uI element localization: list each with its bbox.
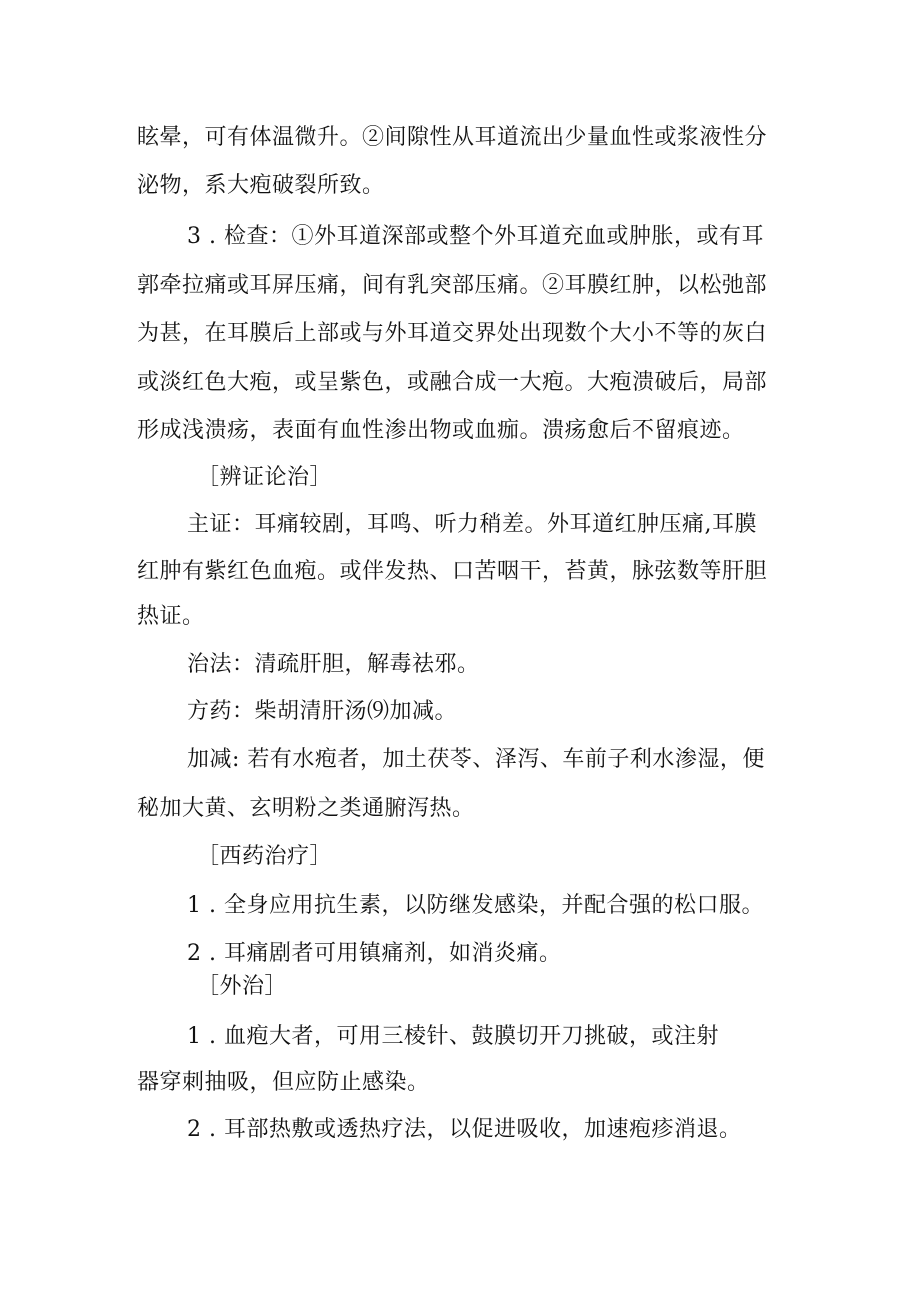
section-heading: ［辨证论治］ — [197, 465, 333, 490]
text-line: 主证：耳痛较剧，耳鸣、听力稍差。外耳道红肿压痛,耳膜 — [187, 512, 757, 537]
text-line: 郭牵拉痛或耳屏压痛，间有乳突部压痛。②耳膜红肿，以松弛部 — [137, 273, 768, 298]
text-line: 1 . 血疱大者，可用三棱针、鼓膜切开刀挑破，或注射 — [187, 1024, 719, 1049]
text-line: 1 . 全身应用抗生素，以防继发感染，并配合强的松口服。 — [187, 893, 764, 918]
text-line: 3 . 检查：①外耳道深部或整个外耳道充血或肿胀，或有耳 — [187, 224, 764, 249]
text-line: 方药：柴胡清肝汤⑼加减。 — [187, 699, 458, 724]
section-heading: ［西药治疗］ — [197, 844, 333, 869]
text-line: 治法：清疏肝胆，解毒祛邪。 — [187, 652, 480, 677]
text-line: 泌物，系大疱破裂所致。 — [137, 173, 385, 198]
text-line: 眩晕，可有体温微升。②间隙性从耳道流出少量血性或浆液性分 — [137, 125, 768, 150]
text-line: 加减: 若有水疱者，加土茯苓、泽泻、车前子利水渗湿，便 — [187, 747, 765, 772]
section-heading: ［外治］ — [197, 974, 288, 999]
text-line: 秘加大黄、玄明粉之类通腑泻热。 — [137, 796, 475, 821]
text-line: 形成浅溃疡，表面有血性渗出物或血痂。溃疡愈后不留痕迹。 — [137, 418, 745, 443]
text-line: 为甚，在耳膜后上部或与外耳道交界处出现数个大小不等的灰白 — [137, 321, 768, 346]
text-line: 红肿有紫红色血疱。或伴发热、口苦咽干，苔黄，脉弦数等肝胆 — [137, 559, 768, 584]
text-line: 2 . 耳部热敷或透热疗法，以促进吸收，加速疱疹消退。 — [187, 1117, 742, 1142]
text-line: 热证。 — [137, 604, 205, 629]
text-line: 器穿刺抽吸，但应防止感染。 — [137, 1070, 430, 1095]
text-line: 或淡红色大疱，或呈紫色，或融合成一大疱。大疱溃破后，局部 — [137, 370, 768, 395]
text-line: 2 . 耳痛剧者可用镇痛剂，如消炎痛。 — [187, 941, 562, 966]
